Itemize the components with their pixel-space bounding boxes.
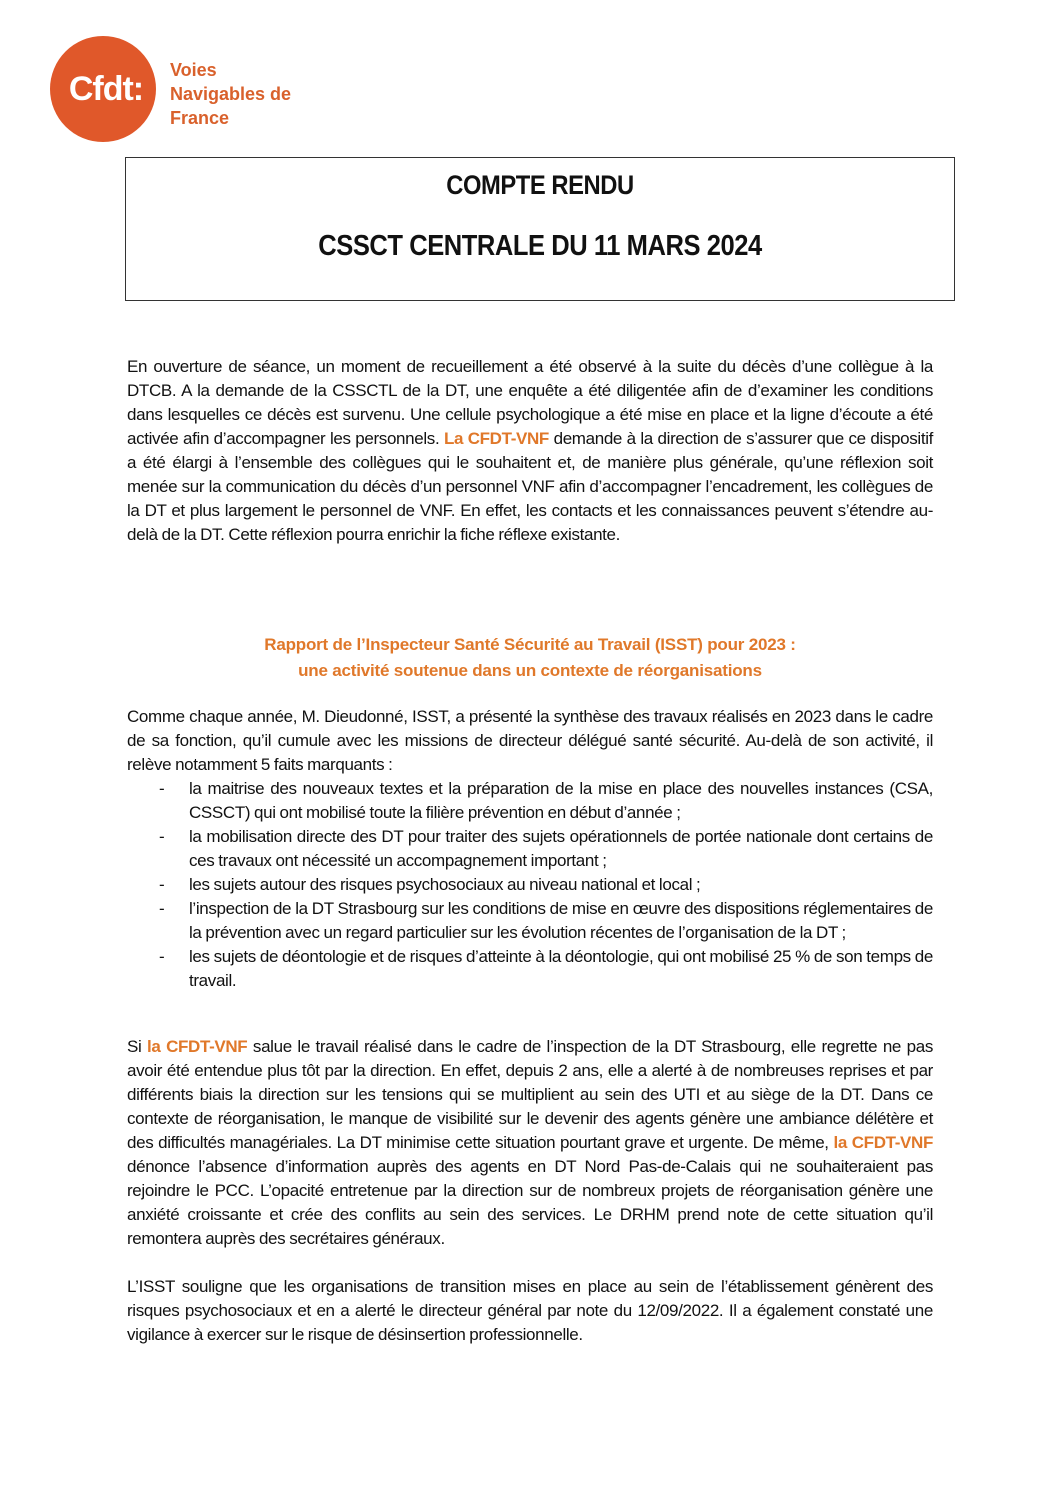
section-heading-line: une activité soutenue dans un contexte de réorganisations	[298, 661, 762, 680]
list-item	[127, 897, 933, 945]
cfdt-highlight: la CFDT-VNF	[833, 1133, 933, 1152]
bullet-dash: -	[159, 947, 165, 966]
paragraph-text: Si	[127, 1037, 148, 1056]
organization-name	[170, 58, 291, 130]
cfdt-highlight: La CFDT-VNF	[443, 429, 549, 448]
list-item	[127, 777, 933, 825]
cfdt-logo	[50, 36, 320, 146]
cfdt-logo-circle	[50, 36, 156, 142]
list-item-text: la maitrise des nouveaux textes et la préparation de la mise en place des nouvelles instances (CSA, CSSCT) qui ont mobilisé toute la filière prévention en début d’année ;	[189, 779, 933, 822]
cfdt-paragraph	[127, 1035, 933, 1251]
paragraph-text: salue le travail réalisé dans le cadre de l’inspection de la DT Strasbourg, elle regrette ne pas avoir été entendue plus tôt par la direction. En effet, depuis 2 ans, elle a alerté à de nombreuses reprises et par différents biais la direction sur les tensions qui se multiplient au sein des UTI et au siège de la DT. Dans ce contexte de réorganisation, le manque de visibilité sur le devenir des agents génère une ambiance délétère et des difficultés managériales. La DT minimise cette situation pourtant grave et urgente. De même,	[127, 1037, 933, 1152]
bullet-dash: -	[159, 827, 165, 846]
list-item-text: la mobilisation directe des DT pour traiter des sujets opérationnels de portée nationale dont certains de ces travaux ont nécessité un accompagnement important ;	[189, 827, 933, 870]
cfdt-logo-text: Cfdt:	[68, 69, 144, 108]
organization-name-line: France	[170, 108, 230, 128]
list-item-text: l’inspection de la DT Strasbourg sur les conditions de mise en œuvre des dispositions réglementaires de la prévention avec un regard particulier sur les évolution récentes de l’organisation de la DT ;	[189, 899, 933, 942]
isst-intro-paragraph: Comme chaque année, M. Dieudonné, ISST, a présenté la synthèse des travaux réalisés en 2023 dans le cadre de sa fonction, qu’il cumule avec les missions de directeur délégué santé sécurité. Au-delà de son activité, il relève notamment 5 faits marquants :	[127, 707, 933, 774]
section-heading-line: Rapport de l’Inspecteur Santé Sécurité au Travail (ISST) pour 2023 :	[264, 635, 796, 654]
bullet-dash: -	[159, 899, 165, 918]
list-item	[127, 873, 933, 897]
bullet-dash: -	[159, 779, 165, 798]
intro-text: En ouverture de séance, un moment de recueillement a été observé à la suite du décès d’une collègue à la DTCB. A la demande de la CSSCTL de la DT, une enquête a été diligentée afin de d’examiner les conditions dans lesquelles ce décès est survenu. Une cellule psychologique a été mise en place et la ligne d’écoute a été activée afin d’accompagner les personnels.	[127, 357, 933, 448]
list-item-text: les sujets autour des risques psychosociaux au niveau national et local ;	[189, 875, 701, 894]
document-title: COMPTE RENDU	[446, 170, 634, 200]
closing-paragraph: L’ISST souligne que les organisations de transition mises en place au sein de l’établissement génèrent des risques psychosociaux et en a alerté le directeur général par note du 12/09/2022. Il a également constaté une vigilance à exercer sur le risque de désinsertion professionnelle.	[127, 1277, 933, 1344]
document-subtitle: CSSCT CENTRALE DU 11 MARS 2024	[318, 230, 762, 262]
intro-paragraph	[127, 355, 933, 547]
document-title-box	[125, 157, 955, 301]
intro-text: demande à la direction de s’assurer que ce dispositif a été élargi à l’ensemble des collègues qui le souhaitent et, de manière plus générale, qu’une réflexion soit menée sur la communication du décès d’un personnel VNF afin d’accompagner l’encadrement, les collègues de la DT et plus largement le personnel de VNF. En effet, les contacts et les connaissances peuvent s’étendre au-delà de la DT. Cette réflexion pourra enrichir la fiche réflexe existante.	[127, 429, 933, 544]
cfdt-highlight: la CFDT-VNF	[147, 1037, 248, 1056]
section-heading	[127, 632, 933, 684]
organization-name-line: Voies	[170, 60, 217, 80]
list-item	[127, 945, 933, 993]
key-facts-list	[127, 777, 933, 993]
list-item	[127, 825, 933, 873]
organization-name-line: Navigables de	[170, 84, 292, 104]
list-item-text: les sujets de déontologie et de risques d’atteinte à la déontologie, qui ont mobilisé 25 % de son temps de travail.	[189, 947, 933, 990]
bullet-dash: -	[159, 875, 165, 894]
paragraph-text: dénonce l’absence d’information auprès des agents en DT Nord Pas-de-Calais qui ne souhaiteraient pas rejoindre le PCC. L’opacité entretenue par la direction sur de nombreux projets de réorganisation génère une anxiété croissante et crée des conflits au sein des services. Le DRHM prend note de cette situation qu’il remontera auprès des secrétaires généraux.	[127, 1157, 933, 1248]
